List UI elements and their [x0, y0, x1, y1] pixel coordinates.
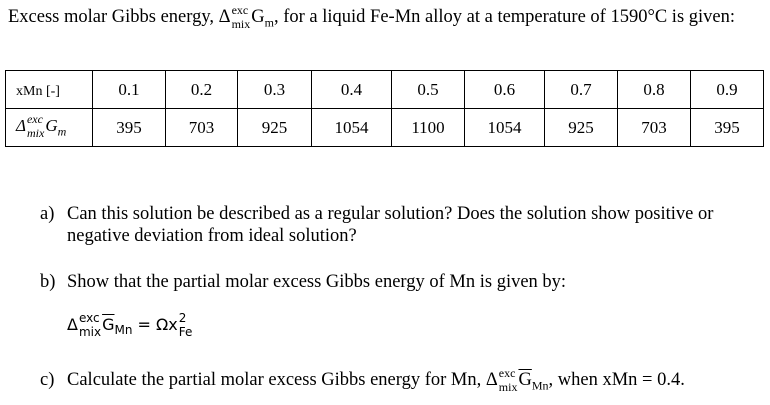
- table-cell: 0.9: [691, 71, 764, 109]
- question-b-label: b): [40, 272, 56, 292]
- problem-intro: [8, 2, 758, 34]
- table-cell: 0.3: [238, 71, 312, 109]
- table-cell: 0.1: [93, 71, 166, 109]
- table-cell: 0.7: [545, 71, 618, 109]
- table-cell: 0.5: [392, 71, 465, 109]
- row-header-g: Δ exc mix $G_m$: [6, 109, 93, 147]
- table-cell: 0.2: [166, 71, 238, 109]
- row-header-x: xMn [-]: [6, 71, 93, 109]
- table-cell: 0.8: [618, 71, 691, 109]
- table-cell: 1054: [312, 109, 392, 147]
- table-cell: 703: [618, 109, 691, 147]
- question-c-label: c): [40, 370, 55, 390]
- table-cell: 0.4: [312, 71, 392, 109]
- data-table: [5, 70, 764, 147]
- table-cell: 1100: [392, 109, 465, 147]
- table-cell: 0.6: [465, 71, 545, 109]
- question-a-label: a): [40, 204, 55, 224]
- intro-g: G: [251, 7, 265, 27]
- intro-script: [231, 2, 251, 31]
- question-b-text: Show that the partial molar excess Gibbs energy of Mn is given by:: [67, 272, 567, 292]
- table-cell: 925: [238, 109, 312, 147]
- table-row-x: [6, 71, 764, 109]
- intro-text-end: , for a liquid Fe-Mn alloy at a temperature of 1590°C is given:: [273, 7, 736, 27]
- partial-molar-formula: Δ exc mix $\overline{G}_{Mn} = \Omega x$ 2 Fe: [67, 310, 193, 339]
- intro-sup: exc: [231, 2, 249, 17]
- table-cell: 703: [166, 109, 238, 147]
- table-cell: 395: [691, 109, 764, 147]
- question-c-text: Calculate the partial molar excess Gibbs energy for Mn, Δ exc mix $\overline{G}_{Mn}$, when xMn = 0.4.: [67, 365, 685, 394]
- table-cell: 395: [93, 109, 166, 147]
- table-cell: 1054: [465, 109, 545, 147]
- table-row-g: [6, 109, 764, 147]
- intro-g-sub: m: [264, 15, 274, 30]
- delta-symbol: Δ: [218, 7, 231, 27]
- intro-text-start: Excess molar Gibbs energy,: [8, 7, 219, 27]
- question-a-text: Can this solution be described as a regular solution? Does the solution show positive or negative deviation from ideal solution?: [67, 204, 714, 246]
- table-cell: 925: [545, 109, 618, 147]
- intro-sub: mix: [231, 16, 251, 31]
